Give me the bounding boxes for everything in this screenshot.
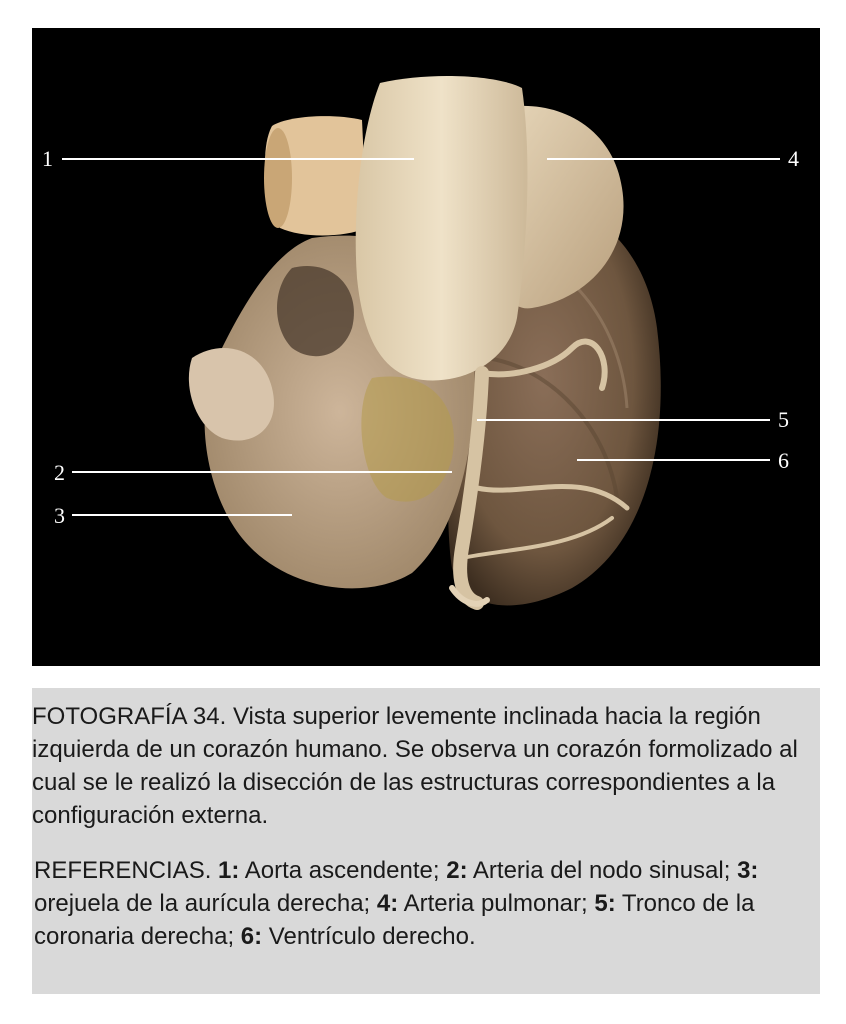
- ref-text-1: Aorta ascendente;: [239, 857, 440, 884]
- ref-key-4: 4:: [376, 890, 399, 917]
- ref-text-2: Arteria del nodo sinusal;: [467, 857, 731, 884]
- label-4: 4: [788, 146, 799, 171]
- label-5: 5: [778, 407, 789, 432]
- ref-key-2: 2:: [446, 857, 468, 884]
- ref-text-4: Arteria pulmonar;: [398, 890, 588, 917]
- ref-key-6: 6:: [240, 923, 263, 950]
- specimen-photo: [32, 28, 820, 666]
- ref-key-5: 5:: [594, 890, 616, 917]
- label-1: 1: [42, 146, 53, 171]
- figure-caption: FOTOGRAFÍA 34. Vista superior levemente inclinada hacia la región izquierda de un corazón humano. Se observa un corazón formolizado al cual se le realizó la disección de las estructuras correspondientes a la configuración externa.: [32, 703, 798, 829]
- ref-key-1: 1:: [218, 857, 240, 884]
- label-6: 6: [778, 448, 789, 473]
- ref-text-5: Tronco de la coronaria derecha;: [34, 890, 755, 950]
- ref-key-3: 3:: [737, 857, 759, 884]
- label-3: 3: [54, 503, 65, 528]
- ref-text-3: orejuela de la aurícula derecha;: [34, 890, 371, 917]
- references-heading: REFERENCIAS.: [34, 857, 212, 884]
- caption-box: [32, 688, 820, 994]
- ref-text-6: Ventrículo derecho.: [262, 923, 476, 950]
- references: [32, 854, 814, 953]
- aorta-shape: [356, 76, 528, 380]
- heart-specimen-illustration: [32, 28, 820, 666]
- label-2: 2: [54, 460, 65, 485]
